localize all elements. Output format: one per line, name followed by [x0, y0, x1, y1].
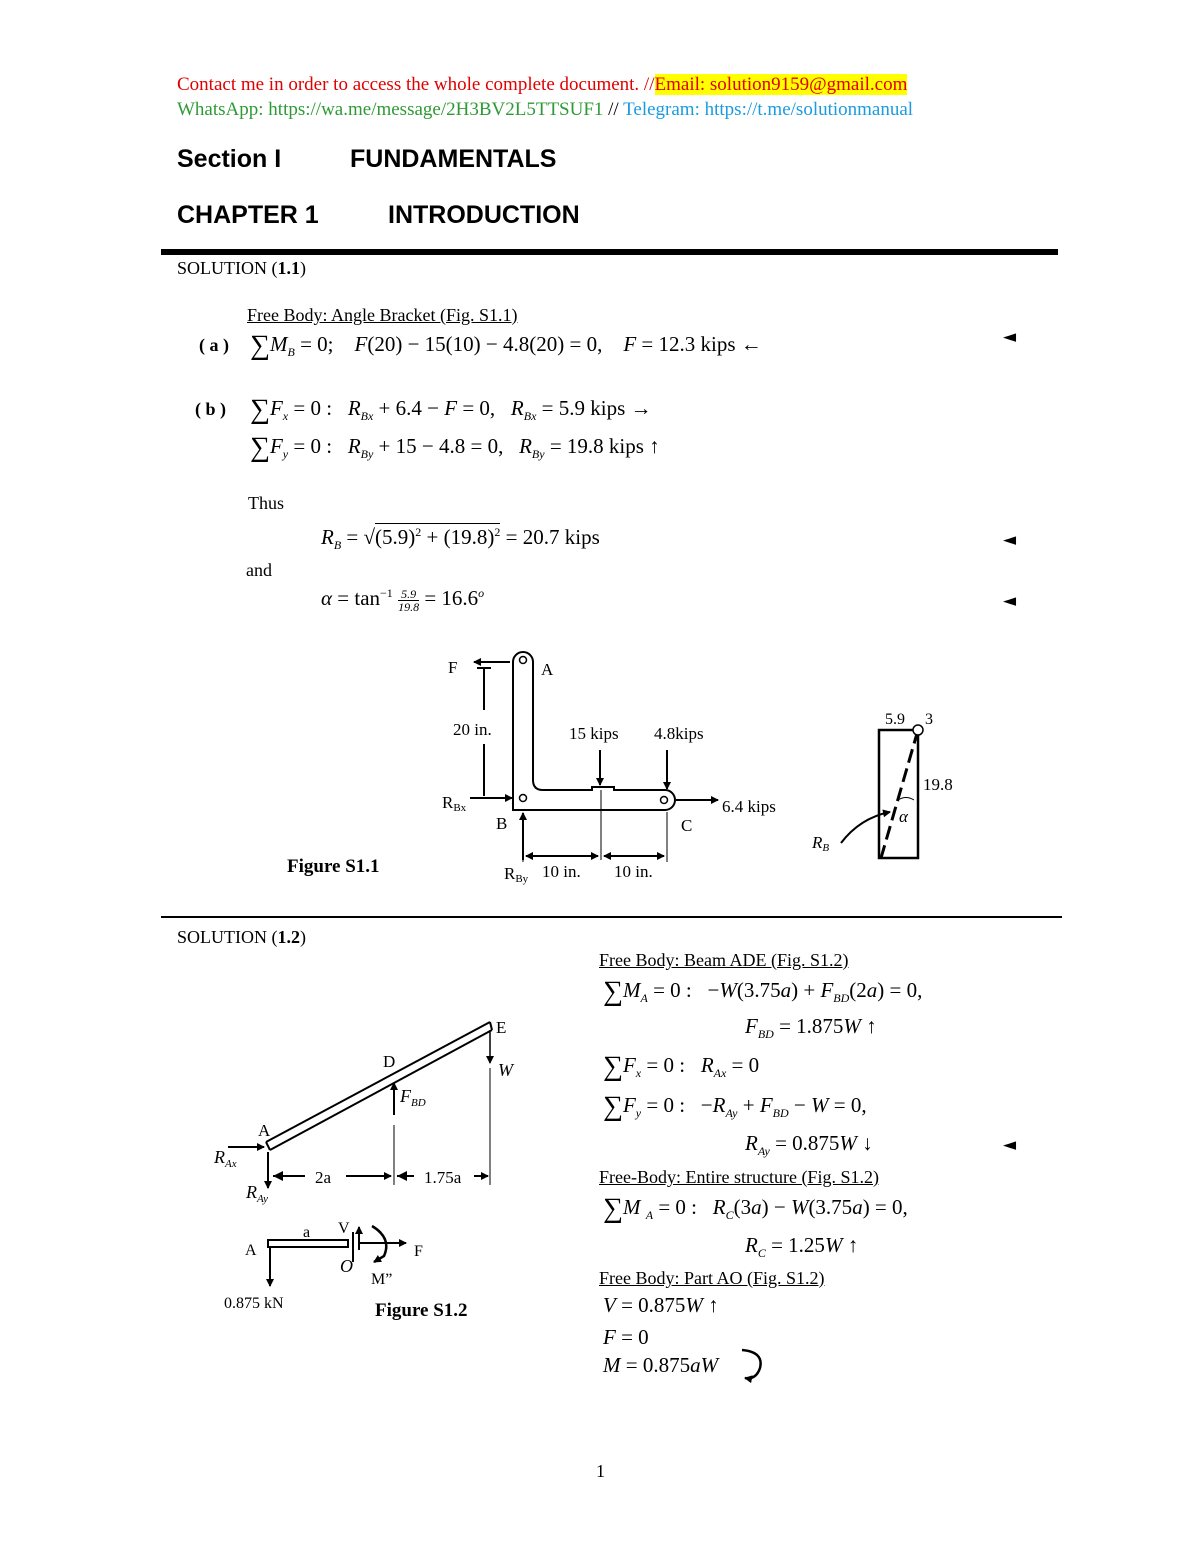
label-rbx: RBx [442, 793, 467, 814]
tri-59: 5.9 [885, 711, 905, 728]
eq-ray: $R_{Ay} = 0.875W$ ↓ [745, 1131, 873, 1159]
freebody-part-title: Free Body: Part AO (Fig. S1.2) [599, 1268, 825, 1288]
dim-175a: 1.75a [424, 1168, 462, 1187]
eq-sum-fx: $\sum F_x = 0$ : $R_{Bx} + 6.4 - F = 0$, $R_{Bx} = 5.9$ kips → [250, 394, 652, 425]
label-c: C [681, 816, 693, 835]
label-f-part: F [414, 1243, 423, 1260]
eq-v: V = 0.875W ↑ [603, 1293, 719, 1317]
tri-198: 19.8 [923, 775, 953, 794]
moment-arrow [742, 1350, 761, 1378]
figure-s1-2-caption: Figure S1.2 [375, 1300, 468, 1321]
dim-2a: 2a [315, 1168, 332, 1187]
answer-marker: ◄ [1003, 327, 1017, 347]
contact-text: Contact me in order to access the whole complete document. // [177, 74, 655, 95]
label-a-part: A [245, 1242, 257, 1259]
eq-fbd: $F_{BD} = 1.875W$ ↑ [745, 1014, 877, 1042]
label-a: A [541, 660, 554, 679]
label-fbd: $F_{BD}$ [400, 1086, 426, 1109]
chapter-label: CHAPTER 1 [177, 201, 319, 229]
label-ray: $R_{Ay}$ [246, 1182, 268, 1205]
and-text: and [246, 560, 272, 580]
eq-moment-a: $\sum M_A = 0$ : $-W(3.75a) + F_{BD}(2a) = 0$, [603, 976, 923, 1007]
chapter-title: INTRODUCTION [388, 201, 580, 229]
label-64kips: 6.4 kips [722, 797, 776, 816]
label-a-beam: A [258, 1121, 271, 1140]
answer-marker: ◄ [1003, 1135, 1017, 1155]
eq-sum-fx-2: $\sum F_x = 0$ : $R_{Ax} = 0$ [603, 1051, 760, 1082]
part-ao [268, 1240, 348, 1247]
eq-rc: $R_C = 1.25W$ ↑ [745, 1233, 859, 1261]
thus-text: Thus [248, 493, 284, 513]
freebody-beam-title: Free Body: Beam ADE (Fig. S1.2) [599, 950, 849, 970]
tri-alpha: α [899, 807, 908, 826]
tri-rb: RB [812, 833, 830, 854]
email-link[interactable]: Email: solution9159@gmail.com [654, 74, 908, 95]
section-title: FUNDAMENTALS [350, 145, 557, 173]
section-label: Section I [177, 145, 282, 173]
label-m: M” [371, 1271, 393, 1288]
part-b-label: ( b ) [195, 399, 226, 419]
label-load: 0.875 kN [224, 1295, 284, 1312]
solution-1-2-heading: SOLUTION (1.2) [177, 927, 306, 947]
tri-3: 3 [925, 711, 933, 728]
label-a-dim: a [303, 1224, 311, 1241]
label-v: V [338, 1220, 350, 1237]
freebody-bracket-title: Free Body: Angle Bracket (Fig. S1.1) [247, 305, 518, 325]
eq-f: F = 0 [603, 1325, 649, 1349]
label-e: E [496, 1018, 507, 1037]
answer-marker: ◄ [1003, 591, 1017, 611]
eq-angle: $\alpha = \tan^{-1}$ $\frac{5.9}{19.8}$ = $16.6^o$ [321, 586, 485, 614]
label-15kips: 15 kips [569, 724, 619, 743]
figure-s1-1-caption: Figure S1.1 [287, 856, 380, 877]
eq-moment-a-2: ∑M $_A$ = 0 : $R_C(3a) - W(3.75a) = 0$, [603, 1193, 908, 1224]
telegram-link[interactable]: Telegram: https://t.me/solutionmanual [623, 99, 914, 120]
dim-20in: 20 in. [453, 720, 492, 739]
eq-sum-fy: $\sum F_y = 0$ : $R_{By} + 15 - 4.8 = 0$, $R_{By} = 19.8$ kips ↑ [250, 432, 660, 463]
dim-10in-right: 10 in. [614, 862, 653, 881]
whatsapp-link[interactable]: WhatsApp: https://wa.me/message/2H3BV2L5TTSUF1 [177, 99, 604, 120]
label-d: D [383, 1052, 396, 1071]
label-rax: $R_{Ax}$ [214, 1147, 237, 1170]
label-f: F [448, 658, 458, 677]
solution-1-1-heading: SOLUTION (1.1) [177, 258, 306, 278]
label-o: O [340, 1256, 353, 1276]
freebody-structure-title: Free-Body: Entire structure (Fig. S1.2) [599, 1167, 879, 1187]
part-a-label: ( a ) [199, 335, 229, 355]
separator: // [603, 99, 624, 120]
label-w: W [498, 1060, 513, 1080]
dim-10in-left: 10 in. [542, 862, 581, 881]
eq-moment-b: $\sum M_B = 0$; F(20) − 15(10) − 4.8(20) = 0, F = 12.3 kips ← [250, 330, 762, 361]
label-b: B [496, 814, 508, 833]
eq-resultant: $R_B = √(5.9)^2 + (19.8)^2 = 20.7$ kips [321, 525, 600, 553]
answer-marker: ◄ [1003, 530, 1017, 550]
page-number: 1 [596, 1461, 605, 1481]
label-48kips: 4.8kips [654, 724, 704, 743]
eq-m: M = 0.875aW [603, 1353, 719, 1377]
eq-sum-fy-2: $\sum F_y = 0$ : $-R_{Ay} + F_{BD} - W = 0$, [603, 1091, 867, 1122]
label-rby: RBy [504, 864, 529, 885]
